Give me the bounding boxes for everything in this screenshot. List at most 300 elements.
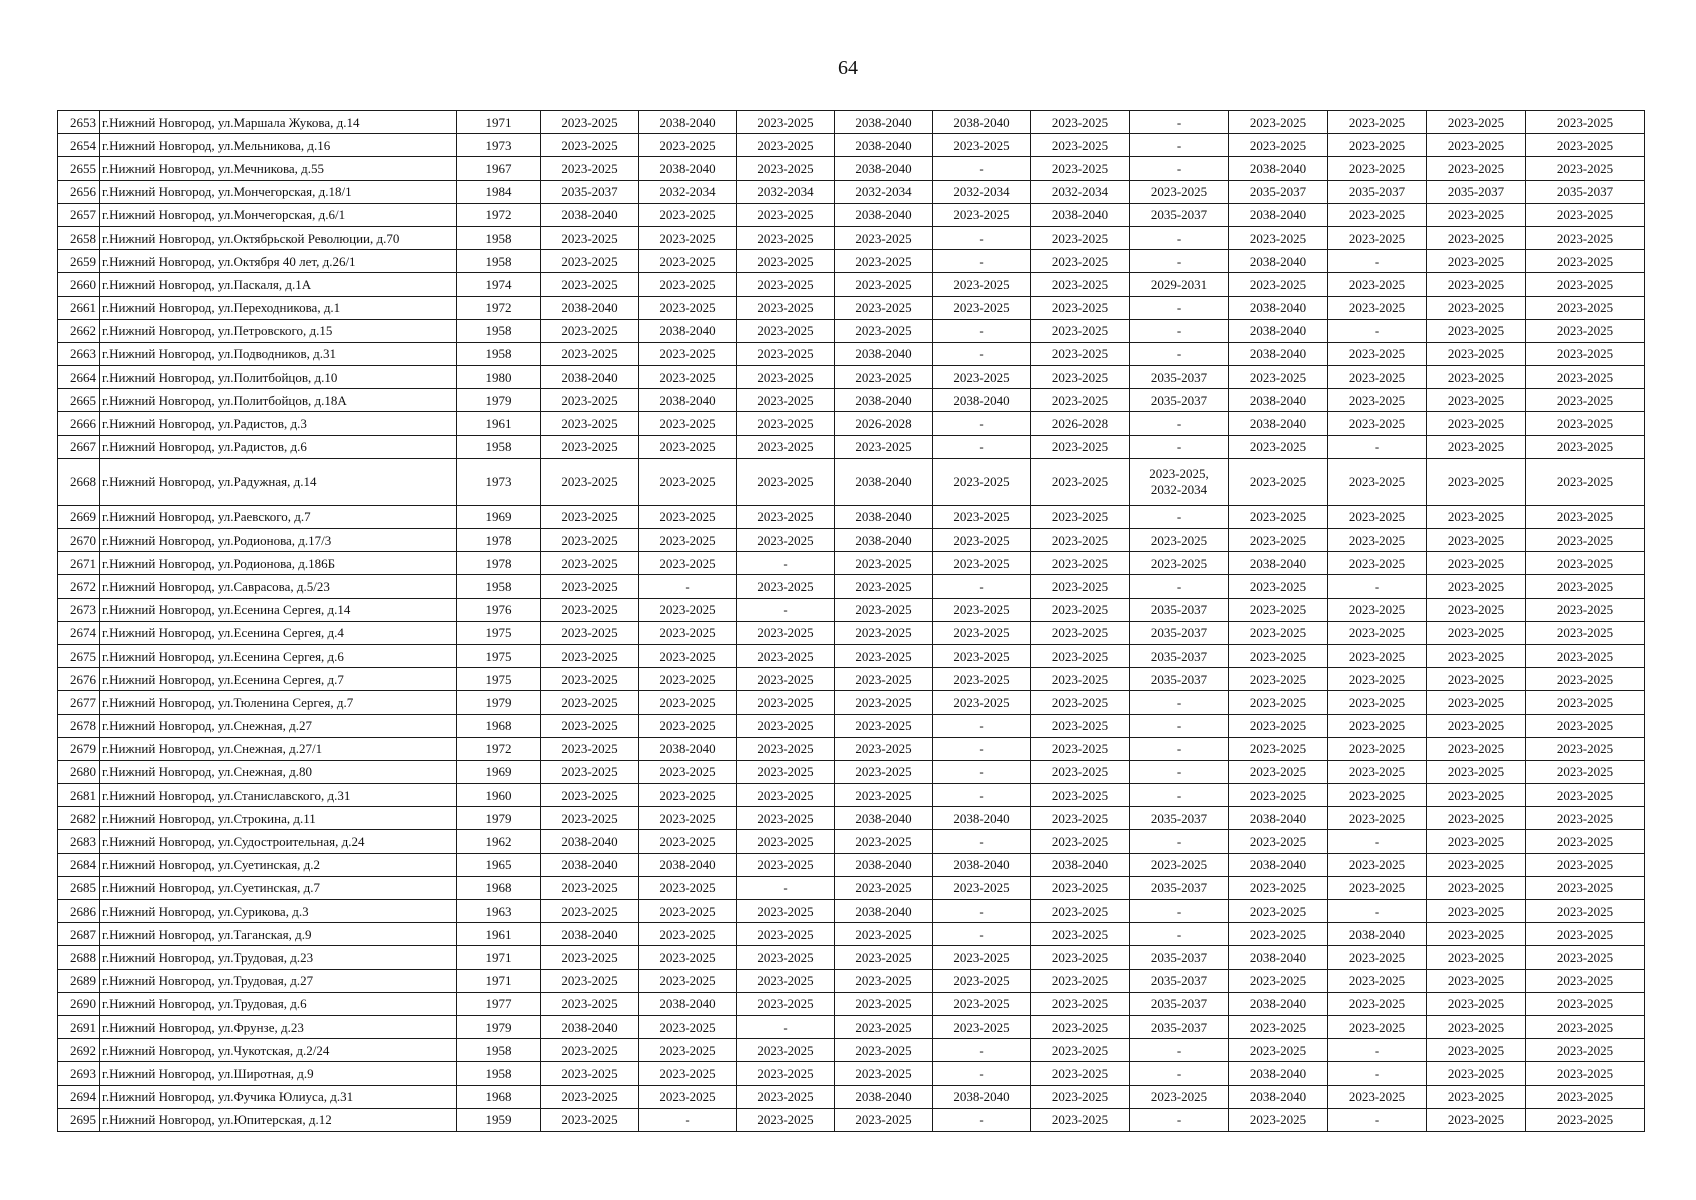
repair-period-cell: 2023-2025 <box>1526 250 1645 273</box>
repair-period-cell: 2023-2025 <box>933 273 1031 296</box>
repair-period-cell: 2023-2025 <box>1031 134 1130 157</box>
repair-period-cell: 2023-2025 <box>933 366 1031 389</box>
repair-period-cell: - <box>639 575 737 598</box>
repair-period-cell: 2023-2025 <box>541 992 639 1015</box>
repair-period-cell: 2023-2025 <box>1526 784 1645 807</box>
repair-period-cell: 2023-2025 <box>1328 157 1427 180</box>
repair-period-cell: 2023-2025 <box>1328 203 1427 226</box>
repair-period-cell: 2023-2025 <box>1526 876 1645 899</box>
repair-period-cell: 2035-2037 <box>1130 992 1229 1015</box>
repair-period-cell: 2023-2025 <box>541 714 639 737</box>
repair-period-cell: 2038-2040 <box>1229 946 1328 969</box>
repair-period-cell: 2038-2040 <box>835 458 933 505</box>
repair-period-cell: 2023-2025 <box>737 412 835 435</box>
address-cell: г.Нижний Новгород, ул.Снежная, д.27/1 <box>100 737 457 760</box>
table-row <box>58 389 1645 412</box>
repair-period-cell: 2023-2025 <box>737 1062 835 1085</box>
repair-period-cell: 2023-2025 <box>835 296 933 319</box>
build-year-cell: 1963 <box>457 900 541 923</box>
address-cell: г.Нижний Новгород, ул.Подводников, д.31 <box>100 342 457 365</box>
repair-period-cell: 2038-2040 <box>1229 992 1328 1015</box>
table-row <box>58 366 1645 389</box>
repair-period-cell: 2023-2025 <box>1328 760 1427 783</box>
table-row <box>58 621 1645 644</box>
repair-period-cell: - <box>1130 760 1229 783</box>
repair-period-cell: 2023-2025 <box>1328 389 1427 412</box>
repair-period-cell: 2038-2040 <box>835 389 933 412</box>
repair-period-cell: 2023-2025 <box>835 760 933 783</box>
repair-period-cell: 2023-2025 <box>1526 644 1645 667</box>
repair-period-cell: 2023-2025 <box>1526 435 1645 458</box>
repair-period-cell: 2035-2037 <box>541 180 639 203</box>
repair-period-cell: 2023-2025 <box>639 784 737 807</box>
repair-period-cell: 2035-2037 <box>1130 946 1229 969</box>
repair-period-cell: 2023-2025 <box>1526 946 1645 969</box>
repair-period-cell: 2023-2025 <box>835 1062 933 1085</box>
repair-period-cell: 2023-2025 <box>1031 111 1130 134</box>
repair-period-cell: 2023-2025 <box>639 458 737 505</box>
build-year-cell: 1958 <box>457 435 541 458</box>
repair-period-cell: 2023-2025 <box>1229 876 1328 899</box>
repair-period-cell: 2035-2037 <box>1328 180 1427 203</box>
row-number-cell: 2661 <box>58 296 100 319</box>
repair-period-cell: - <box>1130 296 1229 319</box>
repair-period-cell: 2023-2025 <box>1229 111 1328 134</box>
table-row <box>58 296 1645 319</box>
repair-period-cell: 2023-2025 <box>1427 644 1526 667</box>
table-row <box>58 923 1645 946</box>
address-cell: г.Нижний Новгород, ул.Паскаля, д.1А <box>100 273 457 296</box>
repair-period-cell: 2023-2025 <box>737 435 835 458</box>
address-cell: г.Нижний Новгород, ул.Переходникова, д.1 <box>100 296 457 319</box>
repair-period-cell: 2023-2025 <box>1031 273 1130 296</box>
repair-period-cell: 2023-2025 <box>933 1015 1031 1038</box>
repair-period-cell: - <box>933 900 1031 923</box>
repair-period-cell: 2032-2034 <box>835 180 933 203</box>
repair-period-cell: 2023-2025 <box>1031 226 1130 249</box>
repair-period-cell: 2023-2025 <box>933 134 1031 157</box>
repair-period-cell: - <box>1328 900 1427 923</box>
repair-period-cell: 2023-2025 <box>933 876 1031 899</box>
repair-period-cell: 2038-2040 <box>541 366 639 389</box>
repair-period-cell: 2023-2025 <box>835 876 933 899</box>
repair-period-cell: 2023-2025 <box>639 250 737 273</box>
repair-period-cell: 2023-2025 <box>541 598 639 621</box>
repair-period-cell: 2035-2037 <box>1130 807 1229 830</box>
repair-period-cell: 2023-2025 <box>1526 969 1645 992</box>
row-number-cell: 2685 <box>58 876 100 899</box>
address-cell: г.Нижний Новгород, ул.Октября 40 лет, д.26/1 <box>100 250 457 273</box>
table-row <box>58 342 1645 365</box>
repair-period-cell: 2023-2025 <box>737 737 835 760</box>
build-year-cell: 1958 <box>457 319 541 342</box>
repair-period-cell: - <box>1130 342 1229 365</box>
address-cell: г.Нижний Новгород, ул.Родионова, д.17/3 <box>100 529 457 552</box>
table-row <box>58 668 1645 691</box>
repair-period-cell: 2023-2025 <box>1328 296 1427 319</box>
repair-period-cell: 2023-2025 <box>639 691 737 714</box>
repair-period-cell: 2023-2025 <box>1526 853 1645 876</box>
address-cell: г.Нижний Новгород, ул.Политбойцов, д.18А <box>100 389 457 412</box>
build-year-cell: 1959 <box>457 1108 541 1131</box>
repair-period-cell: 2023-2025 <box>737 529 835 552</box>
repair-period-cell: - <box>933 760 1031 783</box>
repair-period-cell: 2023-2025 <box>1229 366 1328 389</box>
repair-period-cell: 2023-2025 <box>1427 342 1526 365</box>
repair-period-cell: 2023-2025 <box>639 668 737 691</box>
repair-period-cell: 2023-2025 <box>933 552 1031 575</box>
address-cell: г.Нижний Новгород, ул.Есенина Сергея, д.7 <box>100 668 457 691</box>
repair-period-cell: 2023-2025 <box>737 830 835 853</box>
build-year-cell: 1972 <box>457 737 541 760</box>
repair-period-cell: 2023-2025 <box>1526 575 1645 598</box>
build-year-cell: 1971 <box>457 111 541 134</box>
repair-period-cell: 2023-2025 <box>541 319 639 342</box>
repair-period-cell: 2023-2025 <box>1031 458 1130 505</box>
address-cell: г.Нижний Новгород, ул.Сурикова, д.3 <box>100 900 457 923</box>
address-cell: г.Нижний Новгород, ул.Раевского, д.7 <box>100 505 457 528</box>
repair-period-cell: 2038-2040 <box>639 389 737 412</box>
address-cell: г.Нижний Новгород, ул.Снежная, д.80 <box>100 760 457 783</box>
repair-period-cell: 2023-2025 <box>1427 250 1526 273</box>
repair-period-cell: 2026-2028 <box>1031 412 1130 435</box>
repair-period-cell: 2038-2040 <box>1229 296 1328 319</box>
repair-period-cell: 2023-2025 <box>1031 1039 1130 1062</box>
repair-period-cell: 2023-2025 <box>835 552 933 575</box>
repair-period-cell <box>1130 458 1229 505</box>
repair-period-cell: - <box>933 923 1031 946</box>
repair-period-cell: 2023-2025 <box>1526 111 1645 134</box>
repair-period-cell: 2023-2025 <box>1229 691 1328 714</box>
repair-period-cell: - <box>1328 1108 1427 1131</box>
repair-period-cell: 2023-2025 <box>1328 226 1427 249</box>
row-number-cell: 2658 <box>58 226 100 249</box>
repair-period-cell: 2023-2025 <box>835 946 933 969</box>
table-row <box>58 575 1645 598</box>
build-year-cell: 1958 <box>457 342 541 365</box>
repair-period-cell: 2023-2025 <box>1328 644 1427 667</box>
address-cell: г.Нижний Новгород, ул.Октябрьской Революции, д.70 <box>100 226 457 249</box>
repair-period-cell: 2023-2025 <box>1031 714 1130 737</box>
repair-period-cell: 2023-2025 <box>639 203 737 226</box>
repair-period-cell: 2038-2040 <box>639 319 737 342</box>
repair-period-cell: 2035-2037 <box>1130 389 1229 412</box>
repair-period-cell: - <box>1130 830 1229 853</box>
repair-period-cell: 2023-2025 <box>541 111 639 134</box>
repair-period-cell: 2038-2040 <box>1229 1085 1328 1108</box>
repair-period-cell: 2023-2025 <box>541 668 639 691</box>
repair-period-cell: 2023-2025 <box>1526 366 1645 389</box>
repair-period-cell: 2023-2025 <box>1229 737 1328 760</box>
repair-period-cell: 2023-2025 <box>639 923 737 946</box>
repair-period-cell: 2023-2025 <box>1229 644 1328 667</box>
repair-period-cell: 2023-2025 <box>1031 389 1130 412</box>
repair-period-cell: 2023-2025 <box>737 134 835 157</box>
repair-period-cell: 2023-2025 <box>1526 134 1645 157</box>
repair-period-cell: 2023-2025 <box>1427 621 1526 644</box>
repair-period-cell: 2023-2025 <box>1328 853 1427 876</box>
repair-period-cell: 2023-2025 <box>1229 458 1328 505</box>
repair-period-cell: 2023-2025 <box>737 1085 835 1108</box>
address-cell: г.Нижний Новгород, ул.Судостроительная, д.24 <box>100 830 457 853</box>
repair-period-cell: 2023-2025 <box>1526 1108 1645 1131</box>
repair-period-cell: 2023-2025 <box>1130 853 1229 876</box>
repair-period-cell: 2023-2025 <box>835 737 933 760</box>
repair-period-cell: 2023-2025 <box>1031 923 1130 946</box>
build-year-cell: 1979 <box>457 389 541 412</box>
repair-period-cell: 2023-2025 <box>1526 296 1645 319</box>
row-number-cell: 2673 <box>58 598 100 621</box>
repair-period-cell: 2035-2037 <box>1130 366 1229 389</box>
repair-period-cell: 2023-2025 <box>1427 111 1526 134</box>
repair-period-cell: - <box>1130 900 1229 923</box>
repair-period-cell: 2023-2025 <box>1427 505 1526 528</box>
row-number-cell: 2686 <box>58 900 100 923</box>
repair-period-cell: 2023-2025 <box>541 134 639 157</box>
table-row <box>58 1108 1645 1131</box>
repair-period-cell: 2023-2025 <box>541 644 639 667</box>
build-year-cell: 1962 <box>457 830 541 853</box>
address-cell: г.Нижний Новгород, ул.Радужная, д.14 <box>100 458 457 505</box>
repair-period-cell: 2023-2025 <box>737 250 835 273</box>
repair-period-cell: 2023-2025 <box>1526 760 1645 783</box>
row-number-cell: 2675 <box>58 644 100 667</box>
row-number-cell: 2687 <box>58 923 100 946</box>
repair-period-cell: 2038-2040 <box>541 296 639 319</box>
repair-period-cell: 2038-2040 <box>541 853 639 876</box>
repair-period-cell: 2023-2025 <box>737 668 835 691</box>
repair-period-cell: 2023-2025 <box>1526 830 1645 853</box>
repair-period-cell: 2023-2025 <box>933 691 1031 714</box>
table-row <box>58 1085 1645 1108</box>
address-cell: г.Нижний Новгород, ул.Фучика Юлиуса, д.31 <box>100 1085 457 1108</box>
repair-period-cell: 2023-2025 <box>1328 691 1427 714</box>
repair-period-cell: 2023-2025 <box>1328 342 1427 365</box>
repair-period-cell: 2035-2037 <box>1130 1015 1229 1038</box>
repair-period-cell: 2023-2025 <box>1427 992 1526 1015</box>
repair-period-cell: 2023-2025 <box>1427 1039 1526 1062</box>
repair-period-cell: 2035-2037 <box>1229 180 1328 203</box>
repair-period-cell: 2038-2040 <box>933 807 1031 830</box>
repair-period-cell: 2023-2025 <box>1328 134 1427 157</box>
repair-period-cell: 2023-2025 <box>835 575 933 598</box>
repair-period-cell: - <box>1130 505 1229 528</box>
repair-period-cell: 2023-2025 <box>835 226 933 249</box>
repair-period-cell: 2023-2025 <box>737 691 835 714</box>
repair-period-cell: - <box>1130 737 1229 760</box>
repair-period-cell: 2035-2037 <box>1427 180 1526 203</box>
address-cell: г.Нижний Новгород, ул.Трудовая, д.6 <box>100 992 457 1015</box>
repair-period-cell: 2023-2025 <box>639 342 737 365</box>
repair-period-cell: 2023-2025 <box>1427 714 1526 737</box>
repair-period-cell: 2023-2025 <box>1229 575 1328 598</box>
repair-period-cell: 2035-2037 <box>1130 621 1229 644</box>
repair-period-cell: - <box>1130 575 1229 598</box>
repair-period-cell: 2023-2025 <box>1526 598 1645 621</box>
repair-period-cell: 2023-2025 <box>1427 226 1526 249</box>
repair-period-cell: 2023-2025 <box>1229 923 1328 946</box>
repair-period-cell: 2023-2025 <box>1526 737 1645 760</box>
repair-period-cell: 2023-2025 <box>933 505 1031 528</box>
repair-period-cell: 2023-2025 <box>1526 1062 1645 1085</box>
repair-period-cell: 2023-2025 <box>639 598 737 621</box>
repair-period-cell: 2023-2025 <box>1328 505 1427 528</box>
repair-period-cell: 2038-2040 <box>1229 319 1328 342</box>
repair-period-cell: 2023-2025 <box>1130 1085 1229 1108</box>
address-cell: г.Нижний Новгород, ул.Трудовая, д.27 <box>100 969 457 992</box>
repair-period-cell: 2023-2025 <box>737 342 835 365</box>
repair-period-cell: 2023-2025 <box>1427 203 1526 226</box>
address-cell: г.Нижний Новгород, ул.Маршала Жукова, д.14 <box>100 111 457 134</box>
repair-period-cell: - <box>933 1108 1031 1131</box>
repair-period-cell: 2023-2025 <box>1427 366 1526 389</box>
repair-period-cell: 2038-2040 <box>1229 807 1328 830</box>
repair-period-cell: 2023-2025 <box>541 621 639 644</box>
row-number-cell: 2679 <box>58 737 100 760</box>
row-number-cell: 2670 <box>58 529 100 552</box>
repair-period-cell: 2023-2025 <box>1031 529 1130 552</box>
build-year-cell: 1960 <box>457 784 541 807</box>
address-cell: г.Нижний Новгород, ул.Станиславского, д.31 <box>100 784 457 807</box>
row-number-cell: 2694 <box>58 1085 100 1108</box>
repair-period-cell: - <box>1130 111 1229 134</box>
repair-period-cell: 2023-2025 <box>1427 319 1526 342</box>
row-number-cell: 2657 <box>58 203 100 226</box>
repair-period-cell: 2023-2025 <box>541 157 639 180</box>
repair-period-cell: 2023-2025 <box>541 226 639 249</box>
repair-period-cell: 2023-2025 <box>541 273 639 296</box>
repair-period-cell: 2023-2025 <box>541 900 639 923</box>
repair-period-cell: - <box>933 226 1031 249</box>
repair-period-cell: 2023-2025 <box>737 760 835 783</box>
repair-period-cell: 2026-2028 <box>835 412 933 435</box>
repair-period-cell: 2023-2025 <box>1526 389 1645 412</box>
repair-period-cell: 2023-2025 <box>933 598 1031 621</box>
repair-period-cell: 2023-2025 <box>737 389 835 412</box>
table-row <box>58 319 1645 342</box>
repair-period-cell: 2023-2025 <box>1526 1015 1645 1038</box>
repair-period-cell: - <box>737 876 835 899</box>
repair-period-cell: 2023-2025 <box>1229 1108 1328 1131</box>
repair-period-cell: 2023-2025 <box>933 529 1031 552</box>
address-cell: г.Нижний Новгород, ул.Таганская, д.9 <box>100 923 457 946</box>
repair-period-cell: 2023-2025 <box>541 435 639 458</box>
repair-period-cell: 2023-2025 <box>737 853 835 876</box>
repair-period-cell: 2038-2040 <box>541 830 639 853</box>
repair-period-cell: 2023-2025 <box>1328 552 1427 575</box>
repair-period-cell: 2023-2025 <box>835 969 933 992</box>
build-year-cell: 1958 <box>457 1062 541 1085</box>
repair-period-cell: 2023-2025 <box>933 203 1031 226</box>
table-row <box>58 807 1645 830</box>
repair-period-cell: 2023-2025 <box>1031 691 1130 714</box>
repair-period-cell: 2023-2025 <box>737 807 835 830</box>
repair-period-cell: - <box>1130 226 1229 249</box>
row-number-cell: 2695 <box>58 1108 100 1131</box>
table-row <box>58 435 1645 458</box>
build-year-cell: 1976 <box>457 598 541 621</box>
repair-period-cell: 2038-2040 <box>835 807 933 830</box>
repair-period-cell: 2023-2025 <box>1526 157 1645 180</box>
row-number-cell: 2659 <box>58 250 100 273</box>
repair-period-cell: - <box>737 552 835 575</box>
address-cell: г.Нижний Новгород, ул.Саврасова, д.5/23 <box>100 575 457 598</box>
repair-period-cell: 2023-2025 <box>1130 180 1229 203</box>
repair-period-cell: 2023-2025 <box>1427 389 1526 412</box>
repair-period-cell: 2023-2025 <box>1427 157 1526 180</box>
table-row <box>58 505 1645 528</box>
repair-period-cell: - <box>933 319 1031 342</box>
repair-period-cell: - <box>1328 830 1427 853</box>
build-year-cell: 1975 <box>457 644 541 667</box>
repair-period-cell: 2038-2040 <box>639 157 737 180</box>
repair-period-cell: 2032-2034 <box>1031 180 1130 203</box>
repair-period-cell: 2023-2025 <box>1526 691 1645 714</box>
repair-period-cell: 2023-2025 <box>639 969 737 992</box>
row-number-cell: 2669 <box>58 505 100 528</box>
table-row <box>58 134 1645 157</box>
repair-period-cell: - <box>737 598 835 621</box>
repair-period-cell: 2023-2025 <box>1229 668 1328 691</box>
address-cell: г.Нижний Новгород, ул.Мончегорская, д.18/1 <box>100 180 457 203</box>
address-cell: г.Нижний Новгород, ул.Широтная, д.9 <box>100 1062 457 1085</box>
repair-period-cell: 2035-2037 <box>1130 876 1229 899</box>
repair-period-cell: 2023-2025 <box>639 505 737 528</box>
repair-period-cell: 2023-2025 <box>1427 946 1526 969</box>
repair-period-cell: 2023-2025 <box>1328 529 1427 552</box>
repair-period-cell: 2023-2025 <box>1427 900 1526 923</box>
table-row <box>58 1015 1645 1038</box>
repair-period-cell: 2023-2025 <box>541 760 639 783</box>
repair-period-cell: 2023-2025 <box>1328 969 1427 992</box>
repair-period-cell: 2038-2040 <box>1229 389 1328 412</box>
repair-period-cell: 2038-2040 <box>933 853 1031 876</box>
page-number: 64 <box>838 57 858 79</box>
repair-period-cell: - <box>1328 435 1427 458</box>
build-year-cell: 1974 <box>457 273 541 296</box>
row-number-cell: 2668 <box>58 458 100 505</box>
repair-period-cell: 2023-2025 <box>737 714 835 737</box>
repair-period-cell: 2023-2025 <box>639 1085 737 1108</box>
address-cell: г.Нижний Новгород, ул.Мельникова, д.16 <box>100 134 457 157</box>
repair-period-cell: 2023-2025 <box>639 552 737 575</box>
repair-period-cell: 2038-2040 <box>1229 203 1328 226</box>
repair-period-cell: 2023-2025 <box>1031 575 1130 598</box>
repair-period-cell: 2023-2025 <box>1031 668 1130 691</box>
repair-period-cell: 2023-2025 <box>933 946 1031 969</box>
repair-period-cell: 2023-2025 <box>835 435 933 458</box>
repair-period-cell: 2023-2025 <box>1526 505 1645 528</box>
repair-period-cell: 2038-2040 <box>639 111 737 134</box>
repair-period-cell: 2023-2025 <box>1130 529 1229 552</box>
row-number-cell: 2678 <box>58 714 100 737</box>
row-number-cell: 2682 <box>58 807 100 830</box>
repair-period-cell: - <box>933 1039 1031 1062</box>
repair-period-cell: 2023-2025 <box>541 784 639 807</box>
repair-period-cell: 2032-2034 <box>639 180 737 203</box>
repair-period-cell: 2038-2040 <box>933 1085 1031 1108</box>
row-number-cell: 2677 <box>58 691 100 714</box>
repair-period-cell: 2023-2025 <box>1427 552 1526 575</box>
repair-period-cell: 2023-2025 <box>1031 505 1130 528</box>
repair-period-cell: 2023-2025 <box>1328 807 1427 830</box>
table-row <box>58 529 1645 552</box>
repair-period-cell: 2023-2025 <box>639 621 737 644</box>
repair-period-cell: 2023-2025 <box>541 1062 639 1085</box>
address-cell: г.Нижний Новгород, ул.Радистов, д.6 <box>100 435 457 458</box>
repair-period-cell: 2023-2025 <box>1427 668 1526 691</box>
repair-period-cell: 2023-2025 <box>1031 807 1130 830</box>
